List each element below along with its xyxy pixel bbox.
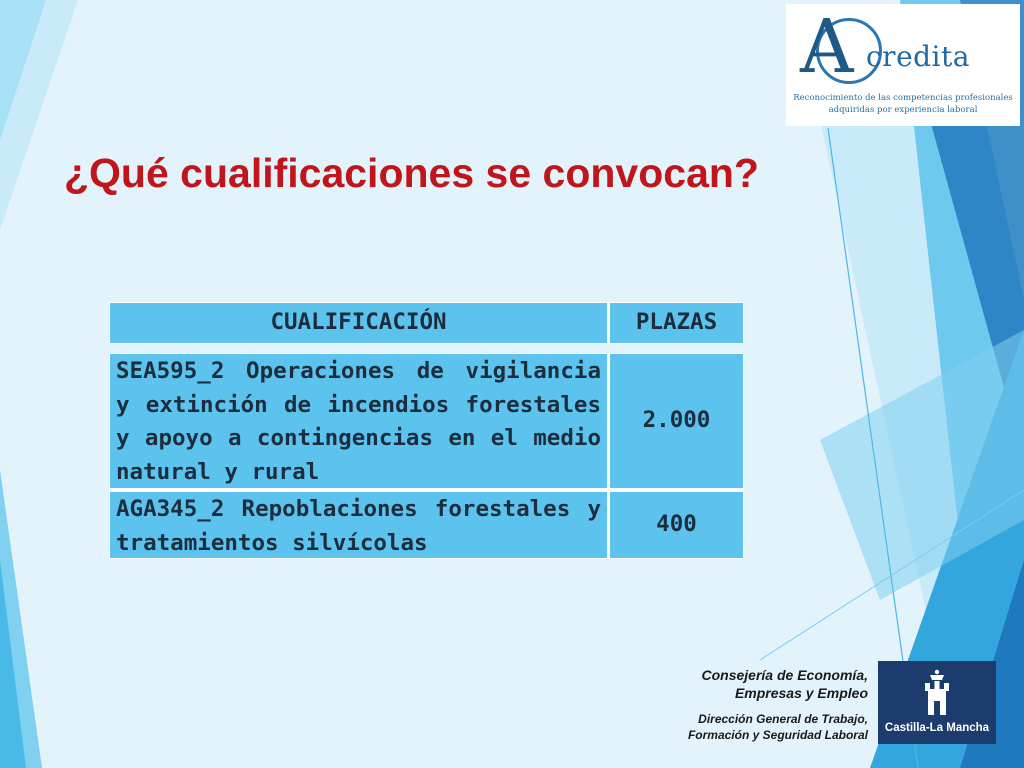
table-row	[109, 489, 744, 559]
qualification-cell: SEA595_2 Operaciones de vigilancia y extinción de incendios forestales y apoyo a contingencias en el medio natural y rural	[110, 354, 610, 488]
acredita-logo	[786, 4, 1020, 126]
qualifications-table	[109, 302, 744, 559]
directorate-name: Dirección General de Trabajo, Formación y Seguridad Laboral	[687, 712, 868, 742]
header-places: PLAZAS	[635, 309, 718, 336]
places-cell: 400	[656, 511, 697, 538]
qualification-cell: AGA345_2 Repoblaciones forestales y tratamientos silvícolas	[110, 492, 610, 558]
table-row	[109, 353, 744, 489]
table-header-row	[109, 302, 744, 344]
region-label: Castilla-La Mancha	[884, 722, 990, 734]
department-name: Consejería de Economía, Empresas y Empleo	[701, 667, 868, 701]
page-title: ¿Qué cualificaciones se convocan?	[64, 150, 759, 196]
logo-word: credita	[866, 40, 970, 73]
header-qualification: CUALIFICACIÓN	[110, 303, 610, 343]
logo-tagline: Reconocimiento de las competencias profesionales adquiridas por experiencia laboral	[793, 93, 1013, 115]
castle-emblem-icon	[878, 667, 996, 727]
places-cell: 2.000	[642, 407, 711, 434]
logo-letter: A	[800, 4, 854, 90]
castilla-la-mancha-logo	[878, 661, 996, 744]
